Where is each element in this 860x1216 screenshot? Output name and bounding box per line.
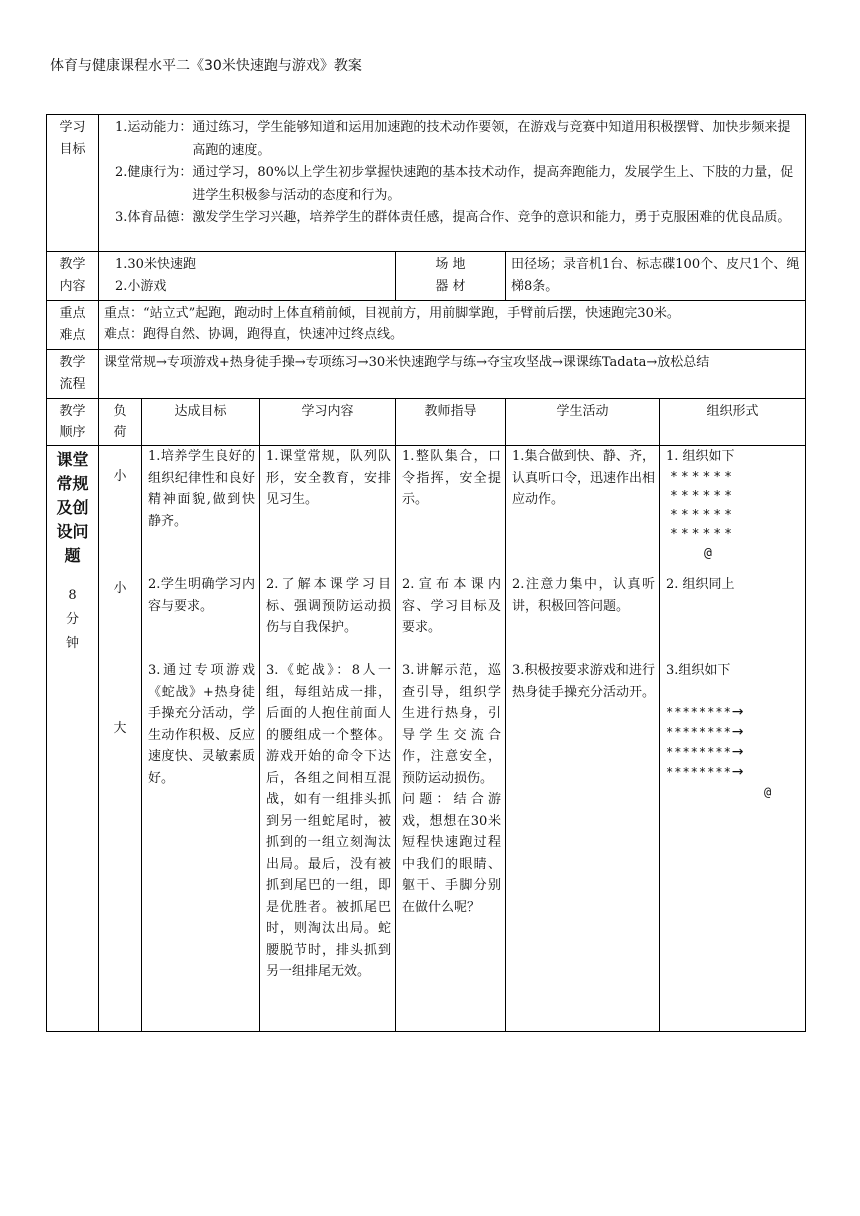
document-title: 体育与健康课程水平二《30米快速跑与游戏》教案: [50, 58, 362, 74]
teacher-entry: 1.整队集合，口令指挥，安全提示。: [402, 449, 501, 507]
formation-row: ********→: [666, 703, 745, 720]
objective-item: 2.健康行为： 通过学习，80%以上学生初步掌握快速跑的基本技术动作，提高奔跑能力，发展学生上、下肢的力量，促进学生积极参与活动的态度和行为。: [115, 165, 794, 203]
formation-row: ********→: [666, 723, 745, 740]
flow-label: 教学 流程: [47, 350, 99, 399]
load-value: 大: [113, 721, 127, 736]
formation-row: ********→: [666, 763, 745, 780]
arrow-right-icon: →: [731, 723, 745, 740]
organization-cell: [660, 446, 806, 1032]
header-teacher: 教师指导: [396, 399, 506, 446]
goal-item: 1.培养学生良好的组织纪律性和良好精神面貌,做到快静齐。: [148, 449, 255, 529]
formation-row: ********→: [666, 743, 745, 760]
teacher-marker: @: [764, 784, 773, 799]
arrow-right-icon: →: [731, 743, 745, 760]
student-cell: [506, 446, 660, 1032]
teacher-cell: [396, 446, 506, 1032]
formation-row: ******: [670, 488, 735, 504]
formation-row: ******: [670, 469, 735, 485]
header-goal: 达成目标: [142, 399, 260, 446]
org-item-1: [666, 446, 801, 563]
student-entry: 2.注意力集中，认真听讲，积极回答问题。: [512, 577, 655, 614]
goal-item: 2.学生明确学习内容与要求。: [148, 577, 255, 614]
objectives-cell: [99, 115, 806, 252]
objective-item: 3.体育品德： 激发学生学习兴趣，培养学生的群体责任感，提高合作、竞争的意识和能力，勇于克服困难的优良品质。: [115, 210, 791, 225]
objectives-row: [47, 115, 806, 252]
section-row: [47, 446, 806, 1032]
content-item: 1.30米快速跑: [115, 257, 196, 272]
header-student: 学生活动: [506, 399, 660, 446]
teacher-entry: 2.宣布本课内容、学习目标及要求。: [402, 577, 501, 635]
key-difficulty: 难点：跑得自然、协调，跑得直，快速冲过终点线。: [104, 327, 404, 342]
org-item-3: [666, 660, 801, 802]
formation-row: ******: [670, 507, 735, 523]
content-label: 教学 内容: [47, 252, 99, 301]
content-entry: 1.课堂常规，队列队形，安全教育，安排见习生。: [266, 449, 391, 507]
arrow-right-icon: →: [731, 763, 745, 780]
goal-item: 3.通过专项游戏《蛇战》+热身徒手操充分活动，学生动作积极、反应速度快、灵敏素质好。: [148, 663, 255, 786]
header-load: 负 荷: [99, 399, 142, 446]
section-title: 课堂 常规 及创 设问 题: [56, 450, 89, 565]
teacher-entry: 3.讲解示范，巡查引导，组织学生进行热身，引导学生交流合作，注意安全，预防运动损伤。 问题：结合游戏，想想在30米短程快速跑过程中我们的眼睛、躯干、手脚分别在做什么呢？: [402, 663, 501, 915]
header-content: 学习内容: [260, 399, 396, 446]
header-organization: 组织形式: [660, 399, 806, 446]
header-order: 教学 顺序: [47, 399, 99, 446]
contents-cell: [260, 446, 396, 1032]
content-item: 2.小游戏: [115, 279, 167, 294]
formation-diagram: [666, 468, 801, 563]
section-time: 8 分 钟: [65, 588, 79, 651]
key-row: [47, 301, 806, 350]
org-title: 1. 组织如下: [666, 449, 735, 464]
org-title: 3.组织如下: [666, 663, 731, 678]
venue-label: 场 地 器 材: [396, 252, 506, 301]
key-point: 重点：“站立式”起跑，跑动时上体直稍前倾，目视前方，用前脚掌跑，手臂前后摆，快速跑完30米。: [104, 306, 680, 321]
flow-row: [47, 350, 806, 399]
content-entry: 3.《蛇战》：8人一组，每组站成一排，后面的人抱住前面人的腰组成一个整体。游戏开始的命令下达后，各组之间相互混战，如有一组排头抓到另一组蛇尾时，被抓到的一组立刻淘汰出局。最后，没有被抓到尾巴的一组，即是优胜者。被抓尾巴时，则淘汰出局。蛇腰脱节时，排头抓到另一组排尾无效。: [266, 663, 391, 979]
venue-text: 田径场；录音机1台、标志碟100个、皮尺1个、绳梯8条。: [506, 252, 806, 301]
goals-cell: [142, 446, 260, 1032]
load-value: 小: [113, 469, 127, 484]
key-label: 重点 难点: [47, 301, 99, 350]
objectives-label: 学习 目标: [47, 115, 99, 252]
load-cell: [99, 446, 142, 1032]
formation-row: ******: [670, 526, 735, 542]
teacher-marker: @: [704, 545, 715, 561]
arrow-right-icon: →: [731, 703, 745, 720]
section-label: [47, 446, 99, 1032]
student-entry: 3.积极按要求游戏和进行热身徒手操充分活动开。: [512, 663, 656, 700]
lesson-plan-table: [46, 114, 806, 1032]
objective-item: 1.运动能力： 通过练习，学生能够知道和运用加速跑的技术动作要领，在游戏与竞赛中知道用积极摆臂、加快步频来提高跑的速度。: [115, 120, 791, 158]
load-value: 小: [113, 581, 127, 596]
org-title: 2. 组织同上: [666, 577, 735, 592]
key-cell: [99, 301, 806, 350]
formation-diagram: [666, 702, 801, 802]
student-entry: 1.集合做到快、静、齐，认真听口令，迅速作出相应动作。: [512, 449, 656, 507]
content-items: [99, 252, 396, 301]
content-entry: 2.了解本课学习目标、强调预防运动损伤与自我保护。: [266, 577, 391, 635]
header-row: [47, 399, 806, 446]
content-row: [47, 252, 806, 301]
flow-text: 课堂常规→专项游戏+热身徒手操→专项练习→30米快速跑学与练→夺宝攻坚战→课课练Tadata→放松总结: [99, 350, 806, 399]
